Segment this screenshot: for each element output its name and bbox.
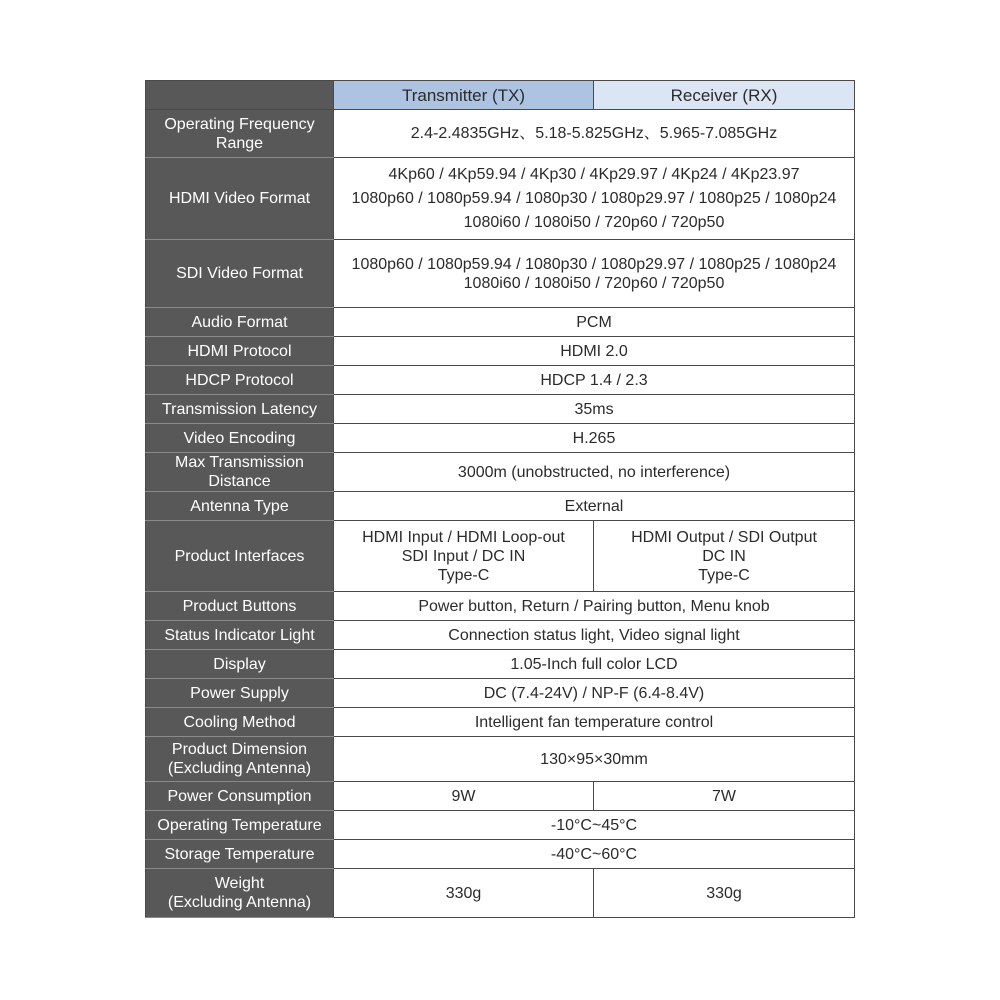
row-label-encoding: Video Encoding — [146, 424, 334, 453]
table-row — [146, 366, 855, 395]
row-label-distance: Max Transmission Distance — [146, 453, 334, 492]
row-label-frequency: Operating Frequency Range — [146, 110, 334, 158]
row-value-weight-rx: 330g — [594, 869, 855, 918]
table-row — [146, 592, 855, 621]
header-transmitter: Transmitter (TX) — [334, 81, 594, 110]
row-label-power-supply: Power Supply — [146, 679, 334, 708]
table-row — [146, 395, 855, 424]
row-label-interfaces: Product Interfaces — [146, 521, 334, 592]
row-value-consumption-rx: 7W — [594, 782, 855, 811]
row-value-interfaces-rx: HDMI Output / SDI Output DC IN Type-C — [594, 521, 855, 592]
row-label-audio: Audio Format — [146, 308, 334, 337]
row-label-latency: Transmission Latency — [146, 395, 334, 424]
row-label-buttons: Product Buttons — [146, 592, 334, 621]
table-row — [146, 308, 855, 337]
row-label-antenna: Antenna Type — [146, 492, 334, 521]
row-value-hdmi-protocol: HDMI 2.0 — [334, 337, 855, 366]
row-label-indicator: Status Indicator Light — [146, 621, 334, 650]
row-value-sdi-format: 1080p60 / 1080p59.94 / 1080p30 / 1080p29.97 / 1080p25 / 1080p24 1080i60 / 1080i50 / 720p60 / 720p50 — [334, 240, 855, 308]
row-value-antenna: External — [334, 492, 855, 521]
row-value-hdmi-format: 4Kp60 / 4Kp59.94 / 4Kp30 / 4Kp29.97 / 4Kp24 / 4Kp23.97 1080p60 / 1080p59.94 / 1080p30 / 1080p29.97 / 1080p25 / 1080p24 1080i60 / 1080i50 / 720p60 / 720p50 — [334, 158, 855, 240]
table-row — [146, 650, 855, 679]
row-value-dimension: 130×95×30mm — [334, 737, 855, 782]
row-label-hdcp: HDCP Protocol — [146, 366, 334, 395]
table-row — [146, 240, 855, 308]
table-row — [146, 110, 855, 158]
spec-table — [145, 80, 855, 918]
row-label-sdi-format: SDI Video Format — [146, 240, 334, 308]
row-value-display: 1.05-Inch full color LCD — [334, 650, 855, 679]
table-row — [146, 521, 855, 592]
table-row — [146, 708, 855, 737]
row-value-storage-temp: -40°C~60°C — [334, 840, 855, 869]
table-row — [146, 869, 855, 918]
table-row — [146, 782, 855, 811]
table-row — [146, 679, 855, 708]
row-label-weight: Weight (Excluding Antenna) — [146, 869, 334, 918]
table-row — [146, 492, 855, 521]
row-label-storage-temp: Storage Temperature — [146, 840, 334, 869]
header-receiver: Receiver (RX) — [594, 81, 855, 110]
row-value-frequency: 2.4-2.4835GHz、5.18-5.825GHz、5.965-7.085GHz — [334, 110, 855, 158]
row-value-interfaces-tx: HDMI Input / HDMI Loop-out SDI Input / DC IN Type-C — [334, 521, 594, 592]
row-label-hdmi-protocol: HDMI Protocol — [146, 337, 334, 366]
row-label-display: Display — [146, 650, 334, 679]
row-value-operating-temp: -10°C~45°C — [334, 811, 855, 840]
table-header-row — [146, 81, 855, 110]
table-row — [146, 337, 855, 366]
row-value-distance: 3000m (unobstructed, no interference) — [334, 453, 855, 492]
header-corner-cell — [146, 81, 334, 110]
table-row — [146, 811, 855, 840]
row-value-weight-tx: 330g — [334, 869, 594, 918]
table-row — [146, 621, 855, 650]
row-label-cooling: Cooling Method — [146, 708, 334, 737]
row-value-latency: 35ms — [334, 395, 855, 424]
table-row — [146, 737, 855, 782]
row-label-consumption: Power Consumption — [146, 782, 334, 811]
row-value-encoding: H.265 — [334, 424, 855, 453]
row-label-hdmi-format: HDMI Video Format — [146, 158, 334, 240]
row-value-buttons: Power button, Return / Pairing button, Menu knob — [334, 592, 855, 621]
table-row — [146, 453, 855, 492]
row-label-operating-temp: Operating Temperature — [146, 811, 334, 840]
row-value-cooling: Intelligent fan temperature control — [334, 708, 855, 737]
table-row — [146, 424, 855, 453]
table-row — [146, 840, 855, 869]
table-row — [146, 158, 855, 240]
row-label-dimension: Product Dimension (Excluding Antenna) — [146, 737, 334, 782]
row-value-consumption-tx: 9W — [334, 782, 594, 811]
row-value-power-supply: DC (7.4-24V) / NP-F (6.4-8.4V) — [334, 679, 855, 708]
row-value-indicator: Connection status light, Video signal light — [334, 621, 855, 650]
row-value-audio: PCM — [334, 308, 855, 337]
row-value-hdcp: HDCP 1.4 / 2.3 — [334, 366, 855, 395]
